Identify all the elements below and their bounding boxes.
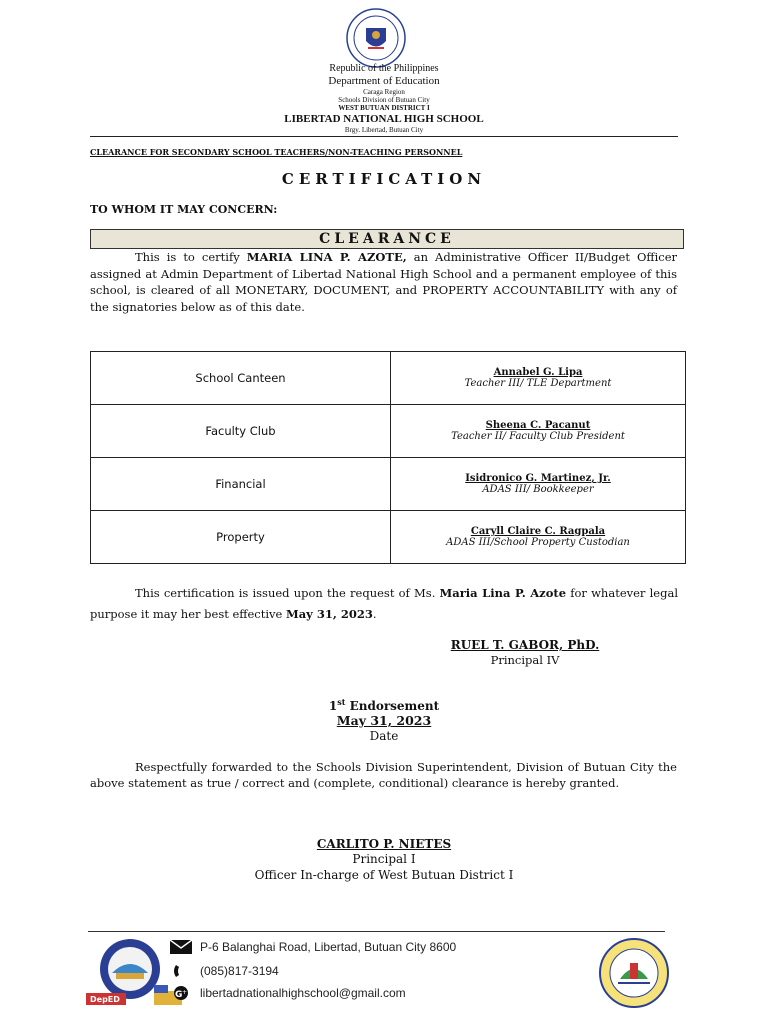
signatories-table: [90, 351, 686, 564]
signatory-role: ADAS III/ Bookkeeper: [482, 484, 594, 495]
form-title: CLEARANCE FOR SECONDARY SCHOOL TEACHERS/NON-TEACHING PERSONNEL: [90, 147, 463, 157]
document-title: CERTIFICATION: [281, 170, 487, 188]
footer-phone: (085)817-3194: [200, 963, 279, 978]
office-cell: Financial: [91, 458, 391, 511]
footer-email-line: [170, 985, 406, 1000]
footer-phone-line: [170, 963, 279, 978]
table-row: [91, 458, 686, 511]
principal-name: RUEL T. GABOR, PhD.: [450, 638, 600, 652]
signatory-name: Isidronico G. Martinez, Jr.: [465, 473, 611, 484]
google-plus-icon: [170, 986, 192, 1000]
certification-body: This is to certify MARIA LINA P. AZOTE, an Administrative Officer II/Budget Officer assigned at Admin Department of Libertad National High School and a permanent employee of this school, is cleared of all MONETARY, DOCUMENT, and PROPERTY ACCOUNTABILITY with any of the signatories below as of this date.: [90, 250, 677, 314]
header-department: Department of Education: [328, 75, 440, 87]
signatory-role: Teacher II/ Faculty Club President: [451, 431, 625, 442]
signatory-role: ADAS III/School Property Custodian: [446, 537, 630, 548]
header-district: WEST BUTUAN DISTRICT I: [338, 104, 430, 112]
table-row: [91, 405, 686, 458]
footer-email: libertadnationalhighschool@gmail.com: [200, 985, 406, 1000]
deped-seal-logo: [346, 8, 406, 68]
salutation: TO WHOM IT MAY CONCERN:: [90, 203, 278, 216]
office-cell: Property: [91, 511, 391, 564]
mail-envelope-icon: [170, 940, 192, 954]
office-cell: Faculty Club: [91, 405, 391, 458]
header-region: Caraga Region: [363, 88, 405, 96]
issuance-paragraph: This certification is issued upon the request of Ms. Maria Lina P. Azote for whatever legal purpose it may her best effective May 31, 2023.: [90, 586, 678, 621]
oic-title: Principal I: [352, 852, 416, 866]
phone-icon: [170, 964, 192, 978]
header-divider: [90, 136, 678, 137]
division-seal-logo: [598, 937, 670, 1009]
endorsement-date: May 31, 2023: [336, 713, 432, 728]
signatory-cell: [391, 511, 686, 564]
table-row: [91, 511, 686, 564]
endorsement-date-label: Date: [369, 729, 399, 743]
signatory-cell: [391, 352, 686, 405]
header-address: Brgy. Libertad, Butuan City: [344, 126, 424, 134]
endorsement-heading: 1st Endorsement: [328, 697, 440, 713]
svg-text:G: G: [175, 989, 183, 1000]
signatory-cell: [391, 405, 686, 458]
header-division: Schools Division of Butuan City: [338, 96, 430, 104]
oic-position: Officer In-charge of West Butuan District I: [254, 868, 514, 882]
principal-title: Principal IV: [490, 653, 560, 667]
footer-address-line: [170, 939, 456, 954]
endorsement-body: Respectfully forwarded to the Schools Division Superintendent, Division of Butuan City the above statement as true / correct and (complete, conditional) clearance is hereby granted.: [90, 760, 677, 790]
header-republic: Republic of the Philippines: [329, 63, 439, 74]
signatory-name: Annabel G. Lipa: [493, 367, 583, 378]
deped-logo-text: DepED: [90, 995, 120, 1004]
oic-name: CARLITO P. NIETES: [316, 837, 452, 851]
clearance-label: CLEARANCE: [319, 231, 455, 247]
signatory-name: Caryll Claire C. Ragpala: [470, 526, 606, 537]
footer-divider: [88, 931, 665, 932]
signatory-role: Teacher III/ TLE Department: [464, 378, 612, 389]
footer-address: P-6 Balanghai Road, Libertad, Butuan City 8600: [200, 939, 457, 954]
svg-text:+: +: [182, 988, 188, 996]
header-school: LIBERTAD NATIONAL HIGH SCHOOL: [284, 113, 484, 125]
signatory-name: Sheena C. Pacanut: [485, 420, 591, 431]
table-row: [91, 352, 686, 405]
signatory-cell: [391, 458, 686, 511]
office-cell: School Canteen: [91, 352, 391, 405]
employee-name: MARIA LINA P. AZOTE,: [246, 250, 407, 264]
